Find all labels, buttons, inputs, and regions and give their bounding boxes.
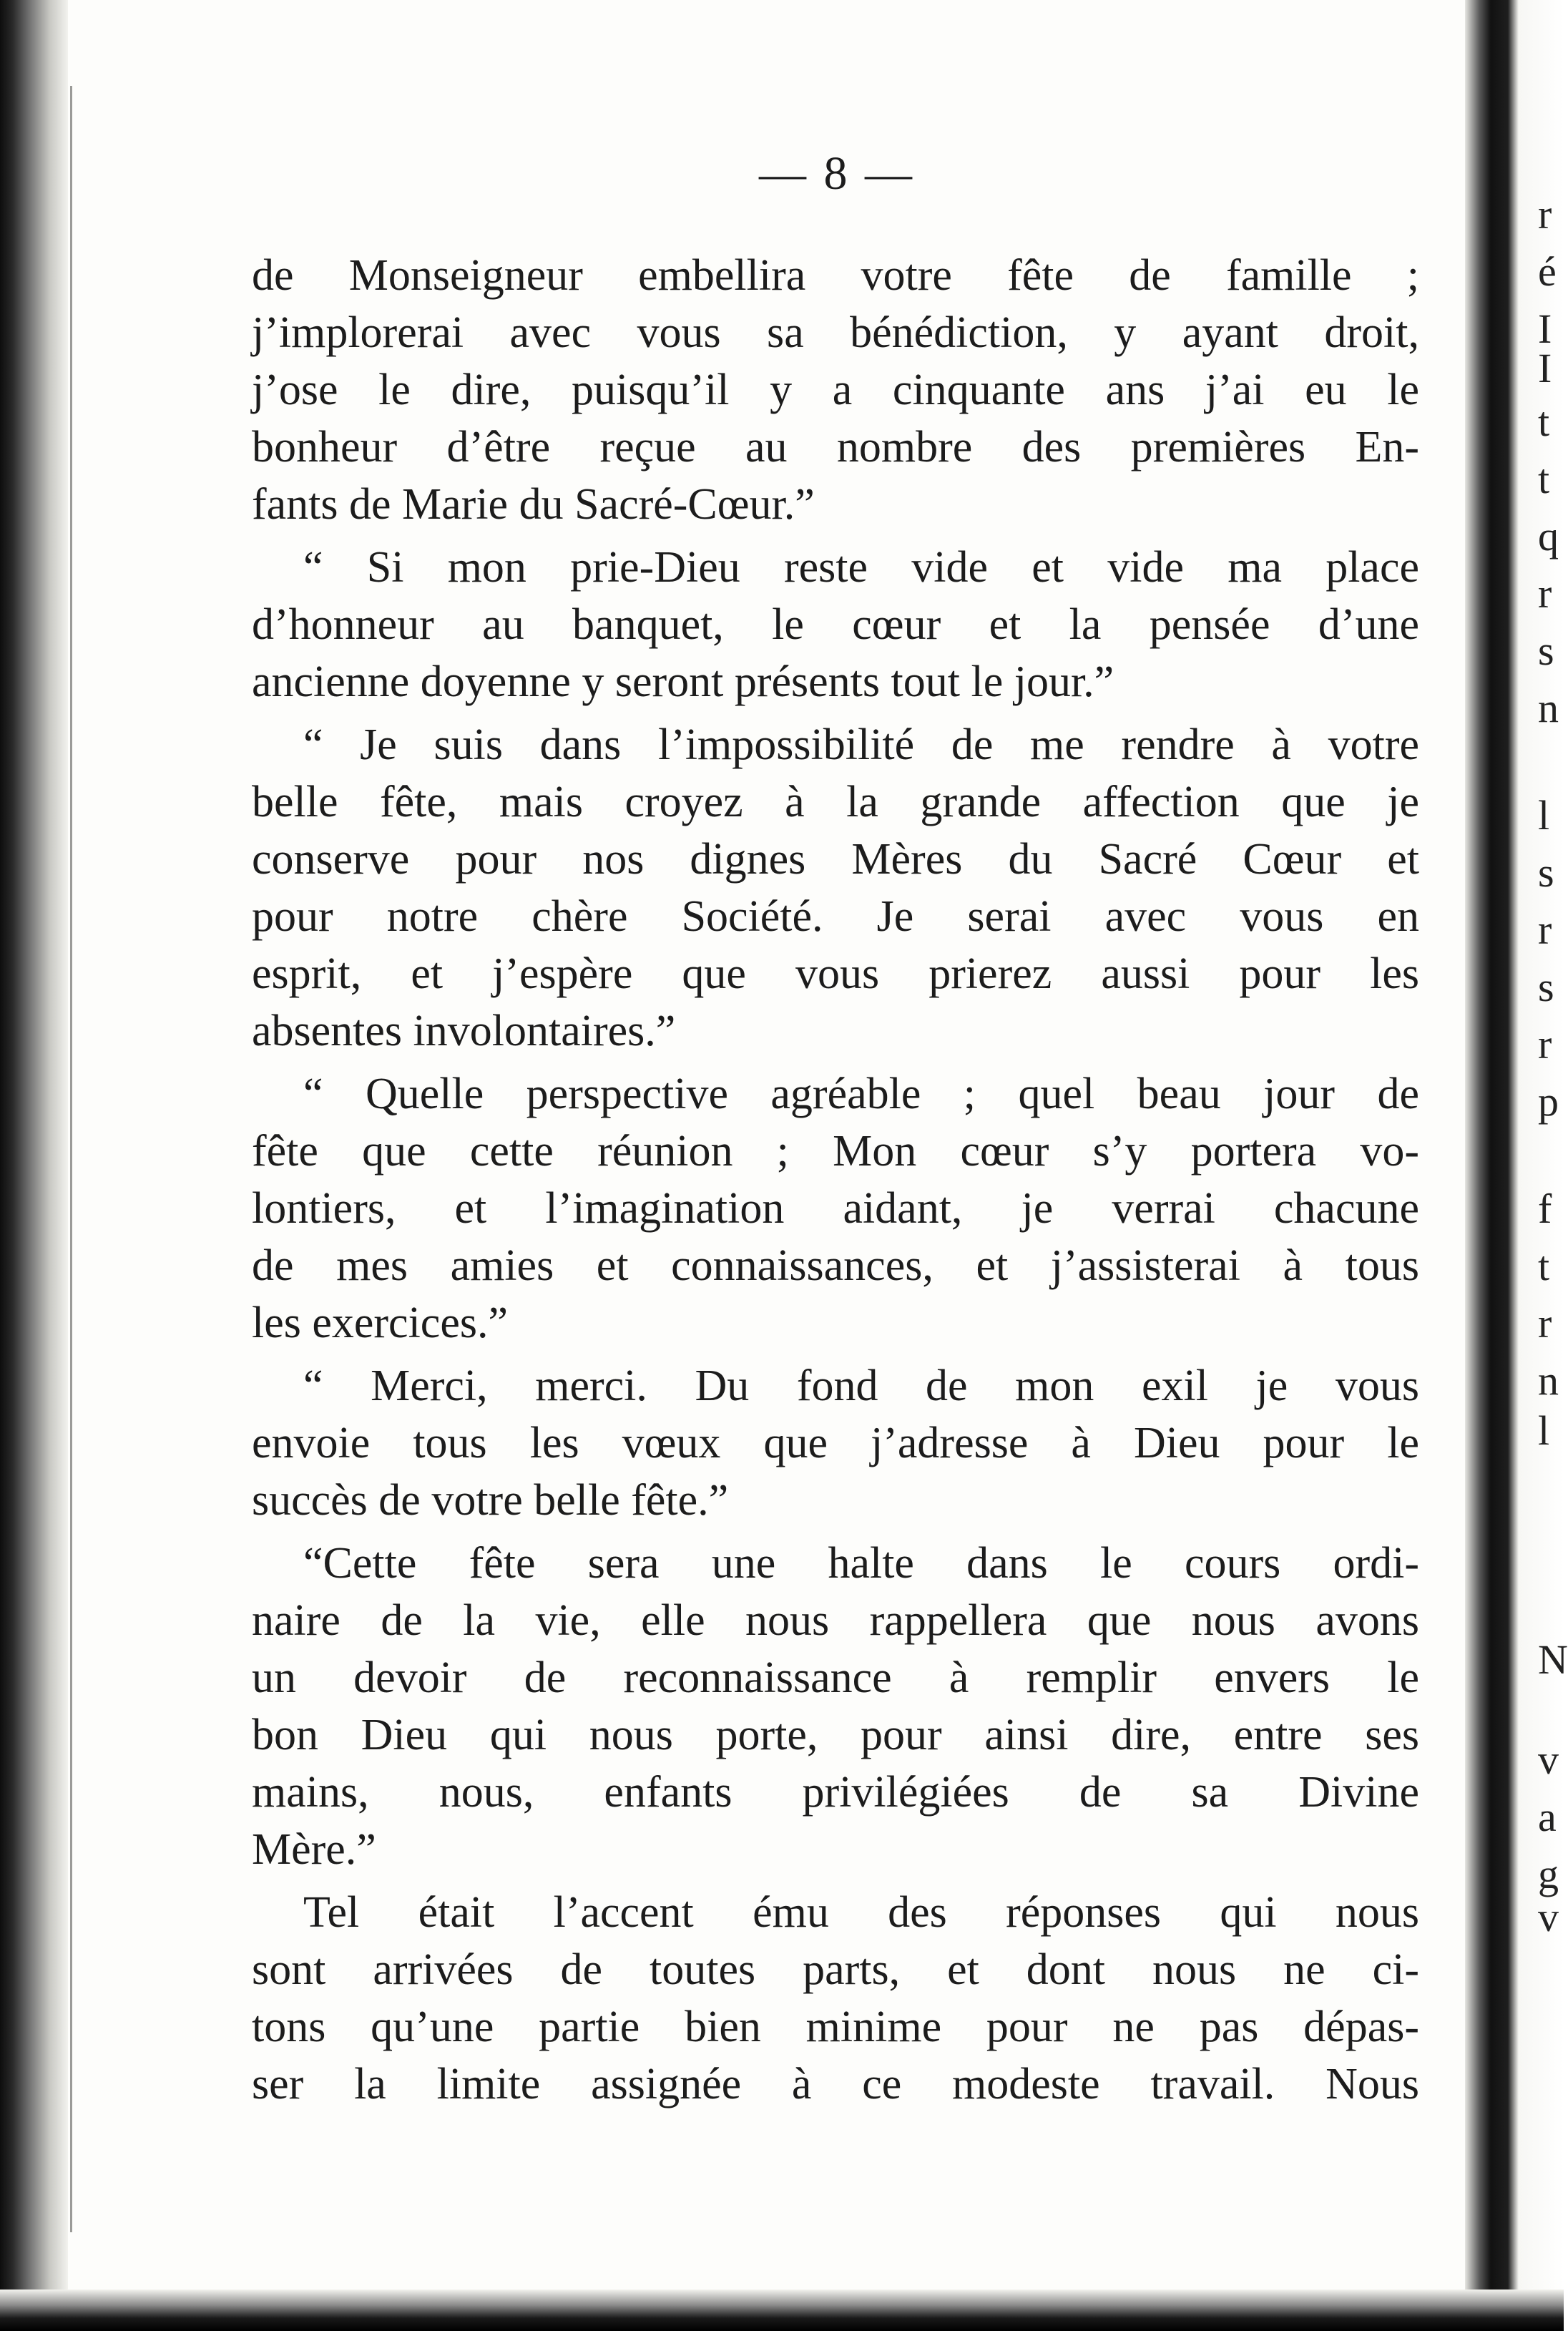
facing-page-letter: I [1538, 345, 1552, 391]
facing-page-letter: v [1538, 1894, 1559, 1940]
text-line: sont arrivées de toutes parts, et dont nous ne ci- [252, 1945, 1419, 1994]
facing-page-letter: g [1538, 1851, 1559, 1897]
text-line: belle fête, mais croyez à la grande affection que je [252, 778, 1419, 826]
text-line: j’ose le dire, puisqu’il y a cinquante ans j’ai eu le [252, 366, 1419, 414]
page-bottom-edge [0, 2290, 1564, 2331]
text-line: les exercices.” [252, 1299, 508, 1347]
text-line: d’honneur au banquet, le cœur et la pensée d’une [252, 600, 1419, 649]
text-line: un devoir de reconnaissance à remplir envers le [252, 1653, 1419, 1702]
facing-page-letter: n [1538, 685, 1559, 731]
facing-page-letter: p [1538, 1078, 1559, 1125]
binding-fold-line [70, 86, 72, 2232]
facing-page-letter: r [1538, 1021, 1552, 1067]
facing-page-letter: r [1538, 191, 1552, 238]
facing-page-letter: r [1538, 906, 1552, 953]
paragraph [252, 1065, 1419, 1352]
text-line: “ Quelle perspective agréable ; quel beau jour de [303, 1070, 1419, 1118]
book-binding-shadow [0, 0, 68, 2331]
facing-page-letter: l [1538, 1407, 1550, 1454]
text-line: esprit, et j’espère que vous prierez aussi pour les [252, 949, 1419, 998]
facing-page-letter: s [1538, 964, 1554, 1010]
facing-page-letter: l [1538, 792, 1550, 839]
paragraph [252, 247, 1419, 533]
text-line: pour notre chère Société. Je serai avec vous en [252, 892, 1419, 941]
text-line: tons qu’une partie bien minime pour ne pas dépas- [252, 2003, 1419, 2051]
facing-page-letter: I [1538, 306, 1552, 352]
text-line: Mère.” [252, 1825, 376, 1874]
text-line: bon Dieu qui nous porte, pour ainsi dire, entre ses [252, 1711, 1419, 1759]
facing-page-letter: v [1538, 1736, 1559, 1783]
facing-page-letter: n [1538, 1357, 1559, 1404]
facing-page-letter: a [1538, 1794, 1557, 1840]
facing-page-letter: s [1538, 627, 1554, 674]
facing-page-letter: t [1538, 399, 1550, 445]
text-line: j’implorerai avec vous sa bénédiction, y ayant droit, [252, 308, 1419, 357]
facing-page-letter: r [1538, 1300, 1552, 1347]
facing-page-letter: q [1538, 513, 1559, 559]
text-line: lontiers, et l’imagination aidant, je verrai chacune [252, 1184, 1419, 1233]
paragraph [252, 539, 1419, 710]
text-line: “ Je suis dans l’impossibilité de me rendre à votre [303, 720, 1419, 769]
page-number: — 8 — [759, 147, 915, 200]
text-line: “ Merci, merci. Du fond de mon exil je vous [303, 1362, 1419, 1410]
text-line: bonheur d’être reçue au nombre des premières En- [252, 423, 1419, 471]
paragraph [252, 1357, 1419, 1529]
text-line: Tel était l’accent ému des réponses qui nous [303, 1888, 1419, 1937]
text-line: succès de votre belle fête.” [252, 1476, 729, 1525]
paragraph [252, 1535, 1419, 1878]
paragraph [252, 716, 1419, 1060]
text-line: ser la limite assignée à ce modeste travail. Nous [252, 2060, 1419, 2108]
text-line: de Monseigneur embellira votre fête de famille ; [252, 251, 1419, 300]
text-line: absentes involontaires.” [252, 1007, 676, 1055]
text-line: “Cette fête sera une halte dans le cours ordi- [303, 1539, 1419, 1588]
text-line: fête que cette réunion ; Mon cœur s’y portera vo- [252, 1127, 1419, 1176]
body-text [252, 247, 1419, 2119]
facing-page-letter: N [1538, 1636, 1568, 1683]
facing-page-letter: é [1538, 248, 1557, 295]
text-line: de mes amies et connaissances, et j’assisterai à tous [252, 1241, 1419, 1290]
facing-page-letter: t [1538, 1243, 1550, 1289]
text-line: ancienne doyenne y seront présents tout le jour.” [252, 658, 1114, 706]
facing-page-letter: f [1538, 1186, 1552, 1232]
facing-page-letter: s [1538, 849, 1554, 896]
text-line: “ Si mon prie-Dieu reste vide et vide ma place [303, 543, 1419, 592]
text-line: naire de la vie, elle nous rappellera que nous avons [252, 1596, 1419, 1645]
text-line: fants de Marie du Sacré-Cœur.” [252, 480, 815, 529]
facing-page-letter: t [1538, 456, 1550, 502]
paragraph [252, 1884, 1419, 2113]
text-line: envoie tous les vœux que j’adresse à Dieu pour le [252, 1419, 1419, 1467]
text-line: mains, nous, enfants privilégiées de sa Divine [252, 1768, 1419, 1817]
facing-page-letter: r [1538, 570, 1552, 617]
text-line: conserve pour nos dignes Mères du Sacré Cœur et [252, 835, 1419, 884]
